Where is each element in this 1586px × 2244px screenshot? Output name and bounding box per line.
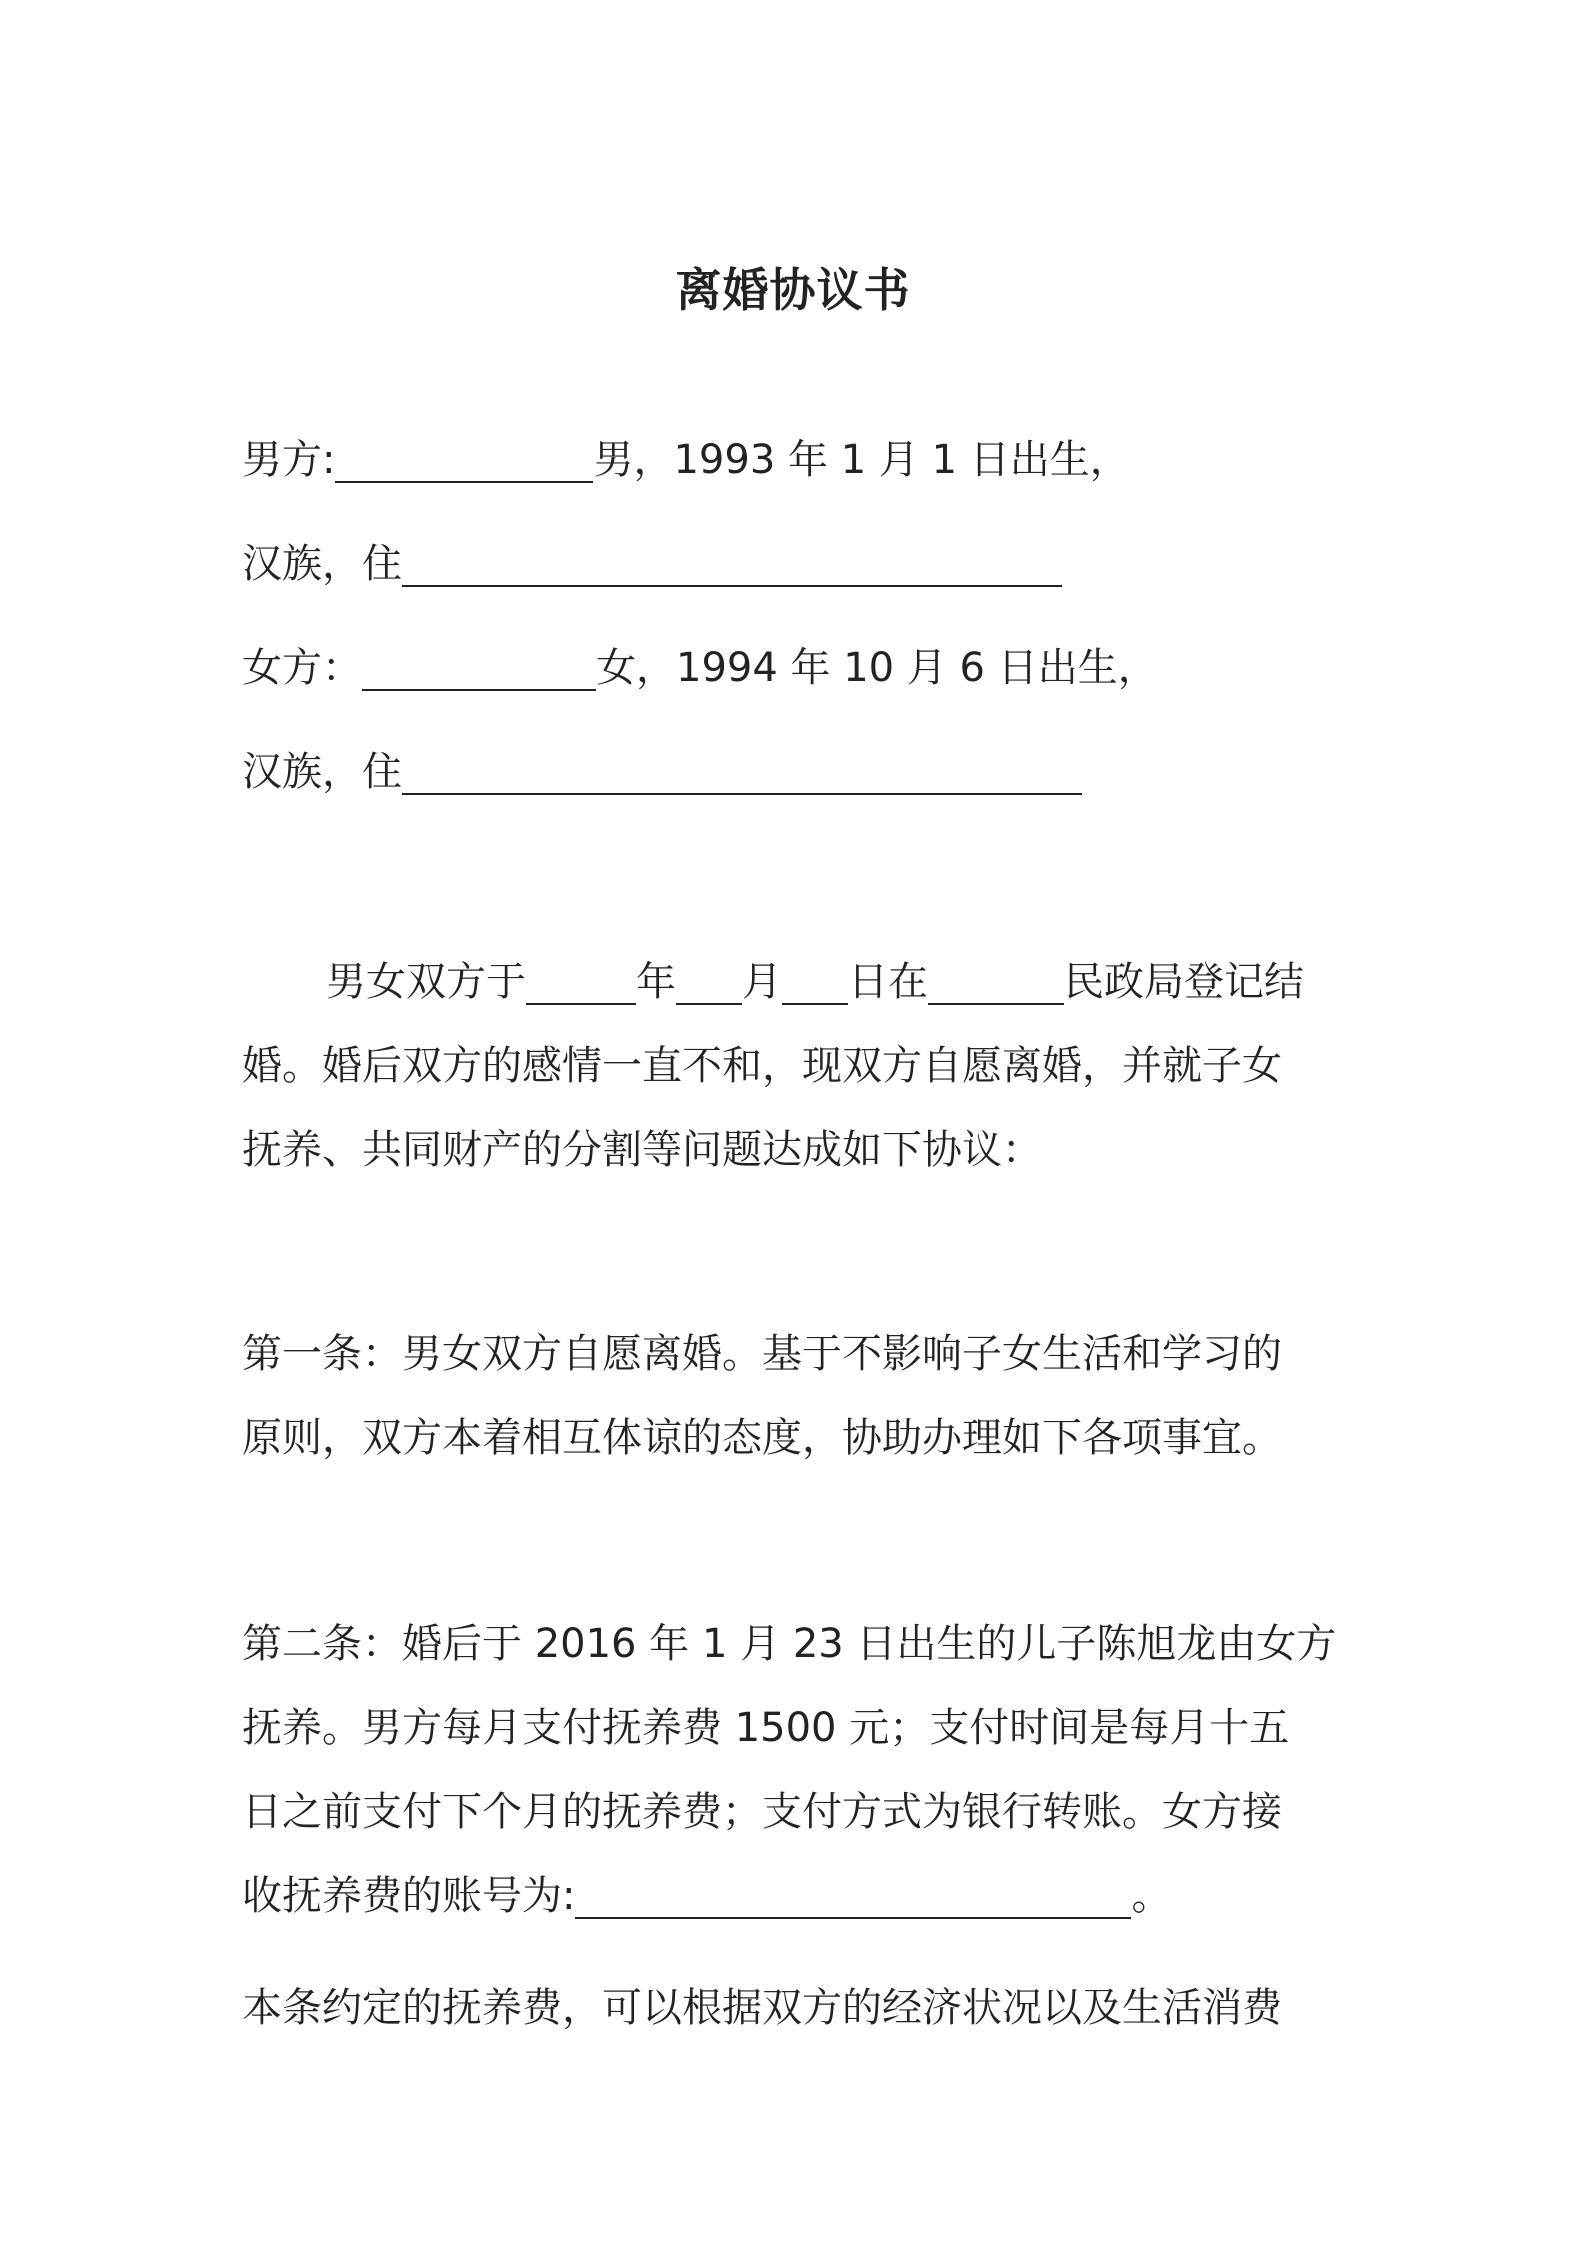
civil-bureau-blank <box>928 961 1064 1005</box>
female-address-line <box>242 744 1082 800</box>
intro-text-a: 男女双方于 <box>326 959 526 1005</box>
intro-line-1 <box>326 954 1304 1010</box>
female-info-line <box>242 640 1158 696</box>
female-name-blank <box>362 647 596 691</box>
intro-text-c: 月 <box>742 959 782 1005</box>
article-2-line-5: 本条约定的抚养费，可以根据双方的经济状况以及生活消费 <box>242 1985 1282 2031</box>
male-address-line <box>242 536 1062 592</box>
intro-line-3: 抚养、共同财产的分割等问题达成如下协议： <box>242 1127 1042 1173</box>
female-birth-info: 女，1994 年 10 月 6 日出生， <box>596 645 1158 691</box>
document-title: 离婚协议书 <box>675 263 911 317</box>
intro-text-d: 日在 <box>848 959 928 1005</box>
male-name-blank <box>335 439 593 483</box>
account-end-mark: 。 <box>1131 1873 1172 1919</box>
female-label: 女方： <box>242 645 362 691</box>
article-2-line-3: 日之前支付下个月的抚养费；支付方式为银行转账。女方接 <box>242 1789 1282 1835</box>
male-birth-info: 男，1993 年 1 月 1 日出生， <box>593 437 1130 483</box>
article-1-line-2: 原则，双方本着相互体谅的态度，协助办理如下各项事宜。 <box>242 1415 1282 1461</box>
marriage-year-blank <box>526 961 636 1005</box>
marriage-day-blank <box>782 961 848 1005</box>
male-info-line <box>242 432 1130 488</box>
intro-line-2: 婚。婚后双方的感情一直不和，现双方自愿离婚，并就子女 <box>242 1043 1282 1089</box>
female-address-blank <box>402 751 1082 795</box>
account-label: 收抚养费的账号为: <box>242 1873 576 1919</box>
account-number-blank <box>575 1875 1131 1919</box>
intro-text-e: 民政局登记结 <box>1064 959 1304 1005</box>
female-address-label: 汉族，住 <box>242 749 402 795</box>
male-label: 男方: <box>242 437 336 483</box>
article-2-line-2: 抚养。男方每月支付抚养费 1500 元；支付时间是每月十五 <box>242 1705 1290 1751</box>
article-2-line-4 <box>242 1868 1171 1924</box>
male-address-label: 汉族，住 <box>242 541 402 587</box>
intro-text-b: 年 <box>636 959 676 1005</box>
article-1-line-1: 第一条：男女双方自愿离婚。基于不影响子女生活和学习的 <box>242 1331 1282 1377</box>
male-address-blank <box>402 543 1062 587</box>
marriage-month-blank <box>676 961 742 1005</box>
article-2-line-1: 第二条：婚后于 2016 年 1 月 23 日出生的儿子陈旭龙由女方 <box>242 1621 1337 1667</box>
